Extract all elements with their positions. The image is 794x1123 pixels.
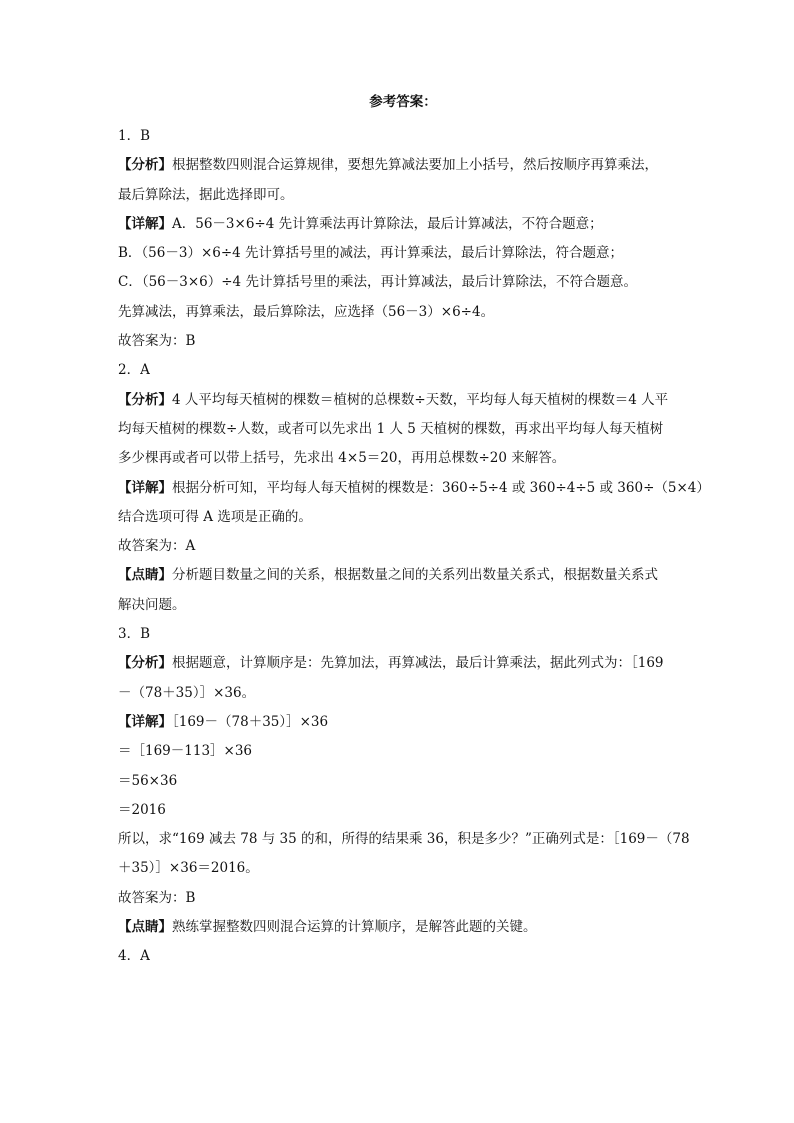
q3-analysis-text-2: －（78＋35）］×36。 [118,684,256,701]
q2-analysis-text-2: 均每天植树的棵数÷人数，或者可以先求出 1 人 5 天植树的棵数，再求出平均每人每天植树 [118,420,664,437]
q2-detail-text-1: 根据分析可知，平均每人每天植树的棵数是：360÷5÷4 或 360÷4÷5 或 360÷（5×4） [172,479,710,496]
q1-analysis [118,151,688,180]
comment-tag: 【点睛】 [118,567,172,584]
page-title: 参考答案： [369,94,437,110]
detail-tag: 【详解】 [118,713,172,730]
q2-analysis-text-1: 4 人平均每天植树的棵数＝植树的总棵数÷天数，平均每人每天植树的棵数＝4 人平 [172,391,669,408]
q1-number: 1．B [118,128,151,144]
q3-detail-expression: ［169－（78＋35）］×36 [172,713,329,730]
detail-tag: 【详解】 [118,215,172,232]
q2-detail-text-2: 结合选项可得 A 选项是正确的。 [118,508,312,525]
q2-analysis-text-3: 多少棵再或者可以带上括号，先求出 4×5＝20，再用总棵数÷20 来解答。 [118,450,566,467]
q1-analysis-text-1: 根据整数四则混合运算规律，要想先算减法要加上小括号，然后按顺序再算乘法， [172,157,658,174]
q2-comment [118,561,688,590]
q2-comment-text-2: 解决问题。 [118,596,186,613]
q3-answer: 故答案为：B [118,889,196,906]
q1-detail-option-a: A．56－3×6÷4 先计算乘法再计算除法，最后计算减法，不符合题意； [172,215,603,232]
q3-analysis-text-1: 根据题意，计算顺序是：先算加法，再算减法，最后计算乘法，据此列式为：［169 [172,655,664,672]
q3-step-2: ＝56×36 [118,772,178,789]
q3-detail [118,708,688,737]
q1-answer: 故答案为：B [118,333,196,350]
q3-step-1: ＝［169－113］×36 [118,743,253,760]
q2-number: 2．A [118,362,150,379]
q3-comment [118,913,688,942]
q1-detail-option-b: B．（56－3）×6÷4 先计算括号里的减法，再计算乘法，最后计算除法，符合题意； [118,245,624,262]
q1-analysis-text-2: 最后算除法，据此选择即可。 [118,186,294,203]
analysis-tag: 【分析】 [118,391,172,408]
q2-answer: 故答案为：A [118,538,196,555]
detail-tag: 【详解】 [118,479,172,496]
q1-detail-option-c: C．（56－3×6）÷4 先计算括号里的乘法，再计算减法，最后计算除法，不符合题意。 [118,274,637,291]
q2-analysis [118,386,688,415]
q3-comment-text-1: 熟练掌握整数四则混合运算的计算顺序，是解答此题的关键。 [172,919,537,936]
answer-page [118,92,710,972]
q3-step-3: ＝2016 [118,801,166,818]
q2-comment-text-1: 分析题目数量之间的关系，根据数量之间的关系列出数量关系式，根据数量关系式 [172,567,658,584]
analysis-tag: 【分析】 [118,157,172,174]
q1-summary: 先算减法，再算乘法，最后算除法，应选择（56－3）×6÷4。 [118,303,495,320]
q3-analysis [118,649,688,678]
q3-number: 3．B [118,626,151,643]
comment-tag: 【点睛】 [118,919,172,936]
q4-number: 4．A [118,948,150,965]
q3-conclusion-2: ＋35）］×36＝2016。 [118,860,259,877]
q2-detail [118,474,710,503]
q3-conclusion-1: 所以，求“169 减去 78 与 35 的和，所得的结果乘 36，积是多少？”正确列式是：［169－（78 [118,831,690,848]
q1-detail [118,210,688,239]
analysis-tag: 【分析】 [118,655,172,672]
